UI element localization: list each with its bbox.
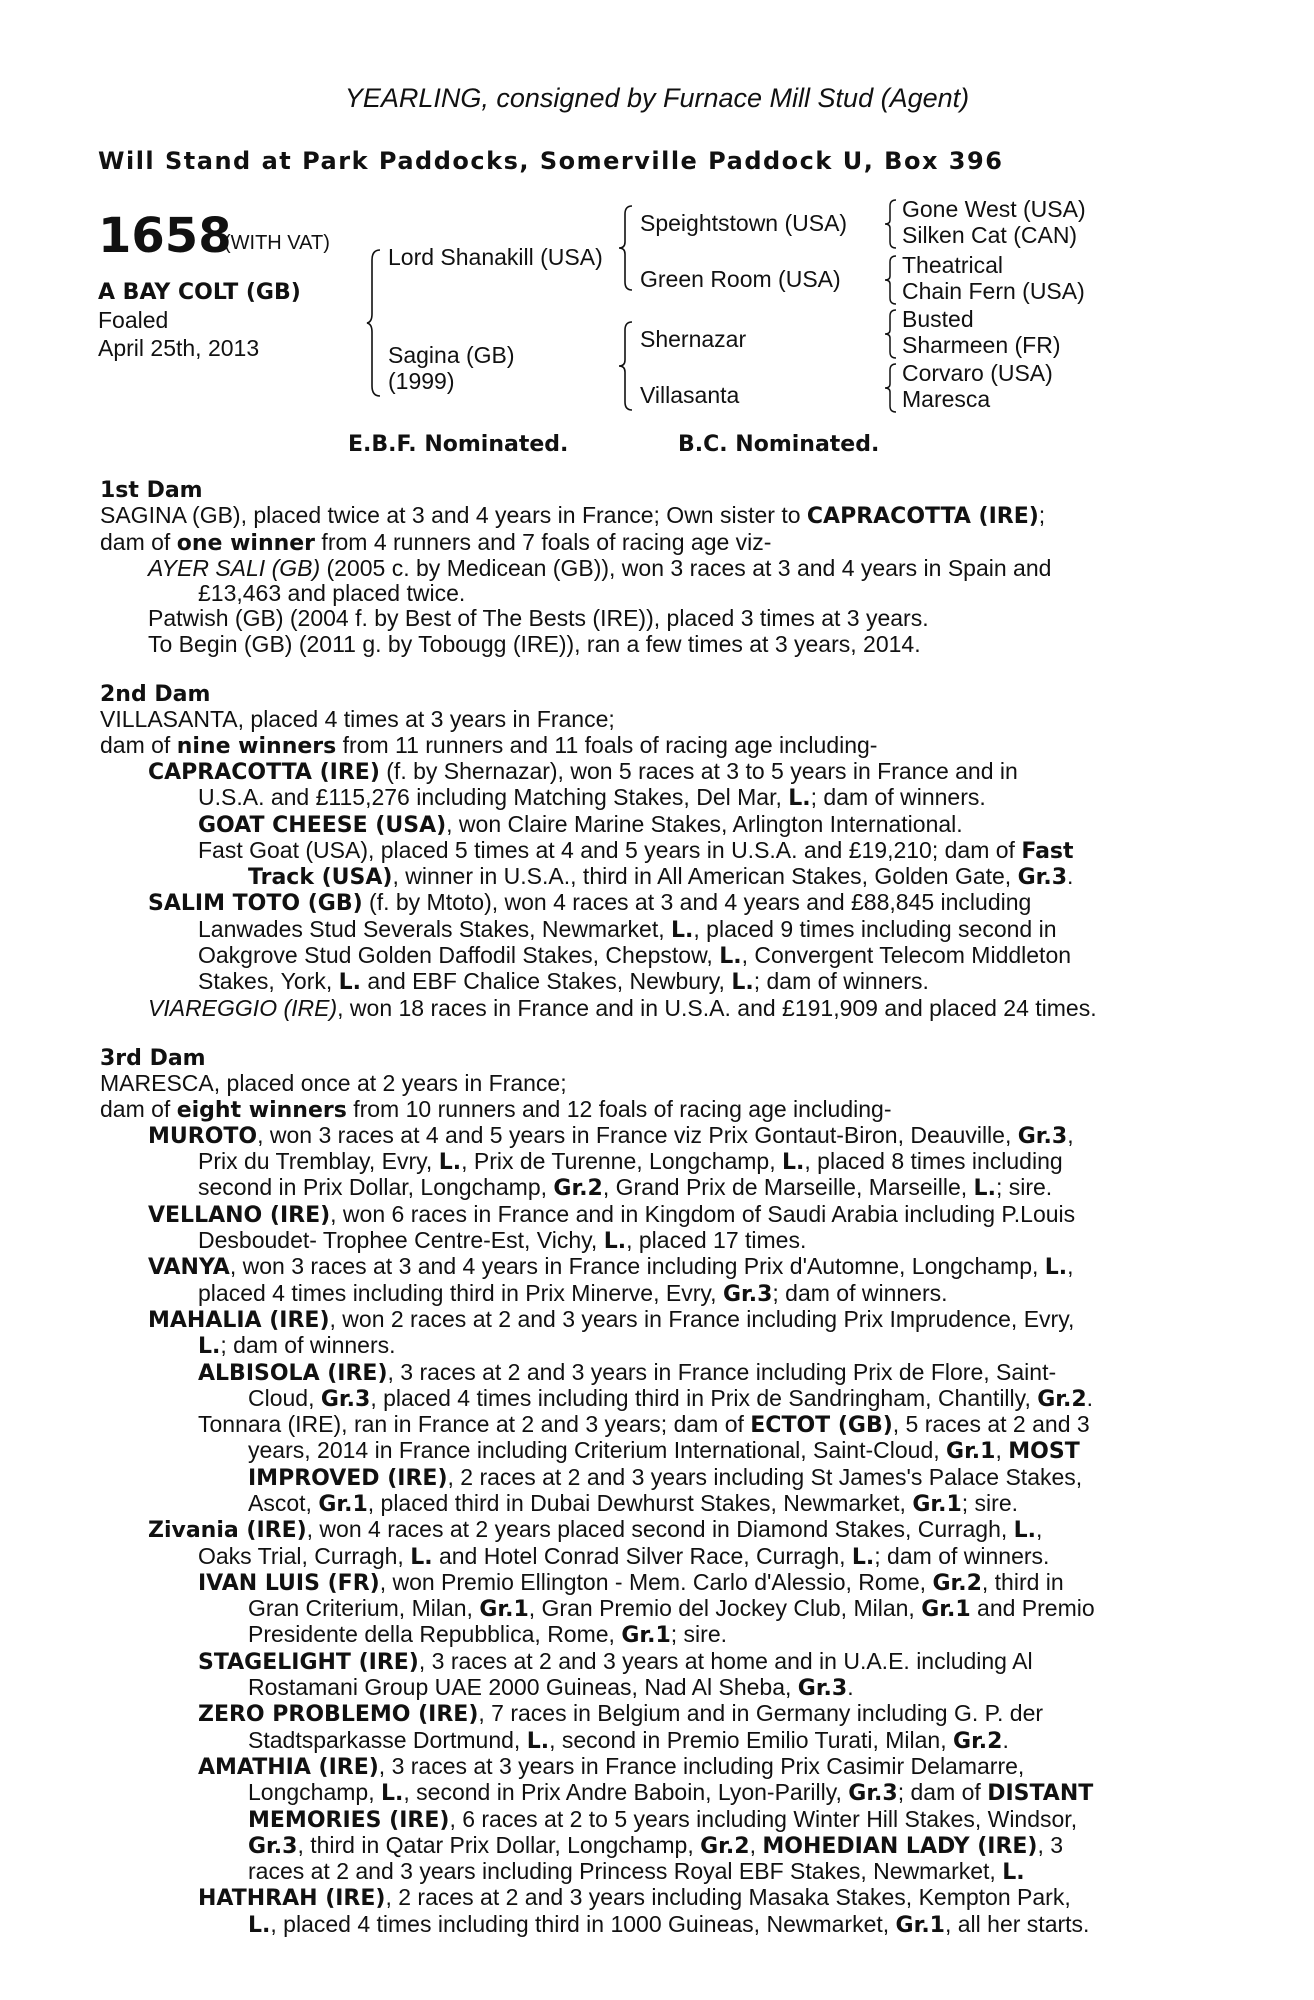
dam-dam-dam: Maresca bbox=[902, 386, 991, 412]
sire-sire-dam: Silken Cat (CAN) bbox=[902, 222, 1078, 248]
produce-patwish: Patwish (GB) (2004 f. by Best of The Bests (IRE)), placed 3 times at 3 years. bbox=[148, 605, 929, 632]
produce-hathrah: HATHRAH (IRE), 2 races at 2 and 3 years including Masaka Stakes, Kempton Park, L., placed 4 times including third in 1000 Guineas, Newmarket, Gr.1, all her starts. bbox=[198, 1884, 1090, 1938]
dam-dam-sire: Corvaro (USA) bbox=[902, 360, 1053, 386]
pedigree-brace-dam bbox=[618, 320, 638, 412]
produce-albisola: ALBISOLA (IRE), 3 races at 2 and 3 years in France including Prix de Flore, Saint- Cloud, Gr.3, placed 4 times including third in Prix de Sandringham, Chantilly, Gr.2. bbox=[198, 1358, 1094, 1412]
sire-sire-name: Speightstown (USA) bbox=[640, 210, 848, 236]
dam-sire-name: Shernazar bbox=[640, 326, 747, 352]
pedigree-brace-sire bbox=[618, 204, 638, 292]
produce-fast-goat: Fast Goat (USA), placed 5 times at 4 and 5 years in U.S.A. and £19,210; dam of Fast Track (USA), winner in U.S.A., third in All American Stakes, Golden Gate, Gr.3. bbox=[198, 836, 1074, 891]
dam-sire-dam: Sharmeen (FR) bbox=[902, 332, 1061, 358]
pedigree-brace-dd bbox=[884, 362, 900, 414]
pedigree-brace-ds bbox=[884, 308, 900, 360]
consignor-line: YEARLING, consigned by Furnace Mill Stud (Agent) bbox=[344, 83, 970, 113]
catalogue-text bbox=[100, 478, 1204, 1963]
sire-name: Lord Shanakill (USA) bbox=[388, 244, 603, 270]
first-dam-heading: 1st Dam bbox=[100, 478, 203, 503]
produce-capracotta: CAPRACOTTA (IRE) (f. by Shernazar), won 5 races at 3 to 5 years in France and in U.S.A. and £115,276 including Matching Stakes, Del Mar, L.; dam of winners. bbox=[148, 757, 1018, 812]
third-dam-line: MARESCA, placed once at 2 years in France; bbox=[100, 1070, 567, 1097]
sire-dam-name: Green Room (USA) bbox=[640, 266, 841, 292]
produce-ivan-luis: IVAN LUIS (FR), won Premio Ellington - Mem. Carlo d'Alessio, Rome, Gr.2, third in Gran Criterium, Milan, Gr.1, Gran Premio del Jockey Club, Milan, Gr.1 and Premio Presidente della Repubblica, Rome, Gr.1; sire. bbox=[198, 1568, 1095, 1649]
produce-tonnara: Tonnara (IRE), ran in France at 2 and 3 years; dam of ECTOT (GB), 5 races at 2 and 3 years, 2014 in France including Criterium International, Saint-Cloud, Gr.1, MOST IMPROVED (IRE), 2 races at 2 and 3 years including St James's Palace Stakes, Ascot, Gr.1, placed third in Dubai Dewhurst Stakes, Newmarket, Gr.1; sire. bbox=[198, 1411, 1090, 1517]
produce-muroto: MUROTO, won 3 races at 4 and 5 years in France viz Prix Gontaut-Biron, Deauville, Gr.3, Prix du Tremblay, Evry, L., Prix de Turenne, Longchamp, L., placed 8 times including second in Prix Dollar, Longchamp, Gr.2, Grand Prix de Marseille, Marseille, L.; sire. bbox=[148, 1121, 1074, 1202]
second-dam-produce-summary: dam of nine winners from 11 runners and 11 foals of racing age including- bbox=[100, 731, 878, 759]
foaled-date: April 25th, 2013 bbox=[98, 335, 260, 361]
sire-dam-sire: Theatrical bbox=[902, 252, 1003, 278]
dam-year: (1999) bbox=[388, 368, 455, 394]
produce-vellano: VELLANO (IRE), won 6 races in France and in Kingdom of Saudi Arabia including P.Louis Desboudet- Trophee Centre-Est, Vichy, L., placed 17 times. bbox=[148, 1200, 1076, 1255]
produce-salim-toto: SALIM TOTO (GB) (f. by Mtoto), won 4 races at 3 and 4 years and £88,845 including Lanwades Stud Severals Stakes, Newmarket, L., placed 9 times including second in Oakgrove Stud Golden Daffodil Stakes, Chepstow, L., Convergent Telecom Middleton Stakes, York, L. and EBF Chalice Stakes, Newbury, L.; dam of winners. bbox=[148, 889, 1072, 996]
ebf-nominated: E.B.F. Nominated. bbox=[348, 432, 569, 457]
produce-zero-problemo: ZERO PROBLEMO (IRE), 7 races in Belgium and in Germany including G. P. der Stadtsparkasse Dortmund, L., second in Premio Emilio Turati, Milan, Gr.2. bbox=[198, 1700, 1044, 1754]
foaled-label: Foaled bbox=[98, 307, 169, 333]
pedigree-block bbox=[98, 198, 1208, 464]
third-dam-heading: 3rd Dam bbox=[100, 1045, 206, 1071]
lot-number: 1658 bbox=[98, 208, 232, 264]
dam-name: Sagina (GB) bbox=[388, 342, 515, 368]
dam-dam-name: Villasanta bbox=[640, 382, 740, 408]
stand-location: Will Stand at Park Paddocks, Somerville Paddock U, Box 396 bbox=[98, 147, 1004, 175]
first-dam-section bbox=[100, 478, 1204, 657]
produce-ayer-sali: AYER SALI (GB) (2005 c. by Medicean (GB)), won 3 races at 3 and 4 years in Spain and £13,463 and placed twice. bbox=[148, 554, 1052, 607]
bc-nominated: B.C. Nominated. bbox=[678, 432, 880, 457]
produce-amathia: AMATHIA (IRE), 3 races at 3 years in France including Prix Casimir Delamarre, Longchamp, L., second in Prix Andre Baboin, Lyon-Parilly, Gr.3; dam of DISTANT MEMORIES (IRE), 6 races at 2 to 5 years including Winter Hill Stakes, Windsor, Gr.3, third in Qatar Prix Dollar, Longchamp, Gr.2, MOHEDIAN LADY (IRE), 3 races at 2 and 3 years including Princess Royal EBF Stakes, Newmarket, L. bbox=[198, 1752, 1094, 1886]
third-dam-section bbox=[100, 1046, 1204, 1938]
second-dam-line: VILLASANTA, placed 4 times at 3 years in France; bbox=[100, 706, 615, 733]
first-dam-produce-summary: dam of one winner from 4 runners and 7 foals of racing age viz- bbox=[100, 528, 772, 556]
produce-stagelight: STAGELIGHT (IRE), 3 races at 2 and 3 years at home and in U.A.E. including Al Rostamani Group UAE 2000 Guineas, Nad Al Sheba, Gr.3. bbox=[198, 1647, 1033, 1702]
vat-note: (WITH VAT) bbox=[224, 232, 330, 254]
sire-sire-sire: Gone West (USA) bbox=[902, 196, 1086, 222]
third-dam-produce-summary: dam of eight winners from 10 runners and 12 foals of racing age including- bbox=[100, 1095, 892, 1123]
produce-vanya: VANYA, won 3 races at 3 and 4 years in France including Prix d'Automne, Longchamp, L., placed 4 times including third in Prix Minerve, Evry, Gr.3; dam of winners. bbox=[148, 1253, 1074, 1307]
sire-dam-dam: Chain Fern (USA) bbox=[902, 278, 1085, 304]
dam-sire-sire: Busted bbox=[902, 306, 974, 332]
first-dam-line: SAGINA (GB), placed twice at 3 and 4 years in France; Own sister to CAPRACOTTA (IRE); bbox=[100, 502, 1046, 530]
produce-mahalia: MAHALIA (IRE), won 2 races at 2 and 3 years in France including Prix Imprudence, Evry, L.; dam of winners. bbox=[148, 1305, 1075, 1360]
produce-to-begin: To Begin (GB) (2011 g. by Tobougg (IRE)), ran a few times at 3 years, 2014. bbox=[148, 630, 921, 657]
pedigree-brace-ss bbox=[884, 198, 900, 250]
produce-goat-cheese: GOAT CHEESE (USA), won Claire Marine Stakes, Arlington International. bbox=[198, 810, 963, 838]
second-dam-heading: 2nd Dam bbox=[100, 682, 211, 708]
lot-title: A BAY COLT (GB) bbox=[98, 280, 301, 305]
second-dam-section bbox=[100, 682, 1204, 1021]
produce-viareggio: VIAREGGIO (IRE), won 18 races in France and in U.S.A. and £191,909 and placed 24 times. bbox=[148, 994, 1097, 1021]
pedigree-brace-main bbox=[366, 248, 386, 398]
produce-zivania: Zivania (IRE), won 4 races at 2 years placed second in Diamond Stakes, Curragh, L., Oaks Trial, Curragh, L. and Hotel Conrad Silver Race, Curragh, L.; dam of winners. bbox=[148, 1516, 1050, 1570]
pedigree-brace-sd bbox=[884, 254, 900, 306]
